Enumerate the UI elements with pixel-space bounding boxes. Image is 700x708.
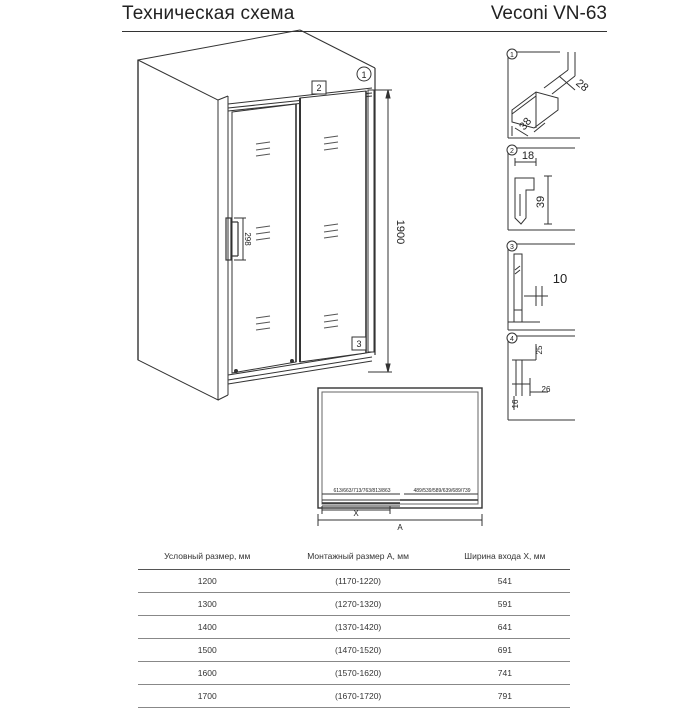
table-row: [138, 593, 570, 616]
detail-4-dim-c: 16: [511, 399, 520, 409]
main-view: [138, 30, 392, 400]
table-row: [138, 662, 570, 685]
callout-3-label: 3: [356, 339, 362, 349]
detail-1-dim-b: 38: [517, 115, 535, 133]
table-cell: (1270-1320): [276, 593, 439, 616]
model-name: Veconi VN-63: [490, 3, 607, 24]
table-cell: 1500: [138, 639, 276, 662]
table-cell: 641: [440, 616, 570, 639]
handle-height-label: 298: [243, 232, 252, 246]
wall-profile: [368, 90, 374, 352]
detail-2: [508, 148, 575, 230]
table-cell: 741: [440, 662, 570, 685]
table-cell: 591: [440, 593, 570, 616]
table-cell: (1170-1220): [276, 570, 439, 593]
detail-4-num: 4: [510, 336, 514, 343]
callout-1-label: 1: [361, 70, 367, 80]
detail-4-dim-b: 26: [541, 385, 551, 394]
table-cell: (1570-1620): [276, 662, 439, 685]
detail-3-dim: 10: [552, 271, 568, 286]
detail-3: [508, 244, 575, 330]
detail-1-num: 1: [510, 52, 514, 59]
detail-3-num: 3: [510, 244, 514, 251]
table-cell: 1600: [138, 662, 276, 685]
plan-view: [318, 388, 482, 526]
height-dimension: [368, 90, 392, 372]
table-cell: 791: [440, 685, 570, 708]
back-top-edge: [138, 30, 300, 60]
detail-2-dim-b: 39: [535, 195, 547, 209]
table-header-row: [138, 543, 570, 570]
table-cell: (1670-1720): [276, 685, 439, 708]
table-row: [138, 570, 570, 593]
plan-left-range: 613/663/713/763/813/863: [333, 488, 391, 494]
table-cell: 691: [440, 639, 570, 662]
height-label: 1900: [394, 219, 406, 245]
table-cell: (1470-1520): [276, 639, 439, 662]
right-top-edge: [300, 30, 375, 68]
table-row: [138, 639, 570, 662]
detail-2-dim-a: 18: [521, 150, 535, 162]
plan-x-label: X: [353, 509, 359, 518]
col-nominal-size: Условный размер, мм: [138, 543, 276, 570]
door-panel-right: [300, 91, 366, 362]
callout-2-label: 2: [316, 83, 322, 93]
table-row: [138, 616, 570, 639]
plan-a-label: A: [397, 523, 403, 532]
table-cell: 1700: [138, 685, 276, 708]
col-entry-width: Ширина входа Х, мм: [440, 543, 570, 570]
size-table: [138, 543, 570, 708]
table-row: [138, 685, 570, 708]
table-cell: 1300: [138, 593, 276, 616]
detail-2-num: 2: [510, 148, 514, 155]
col-mount-size: Монтажный размер А, мм: [276, 543, 439, 570]
table-cell: 1400: [138, 616, 276, 639]
detail-1-dim-a: 28: [573, 77, 591, 95]
page-title: Техническая схема: [122, 3, 295, 24]
left-wall: [138, 60, 218, 400]
table-cell: 541: [440, 570, 570, 593]
table-cell: (1370-1420): [276, 616, 439, 639]
plan-right-range: 489/539/589/639/689/739: [413, 488, 471, 494]
table-cell: 1200: [138, 570, 276, 593]
detail-4-dim-a: 25: [535, 345, 544, 355]
